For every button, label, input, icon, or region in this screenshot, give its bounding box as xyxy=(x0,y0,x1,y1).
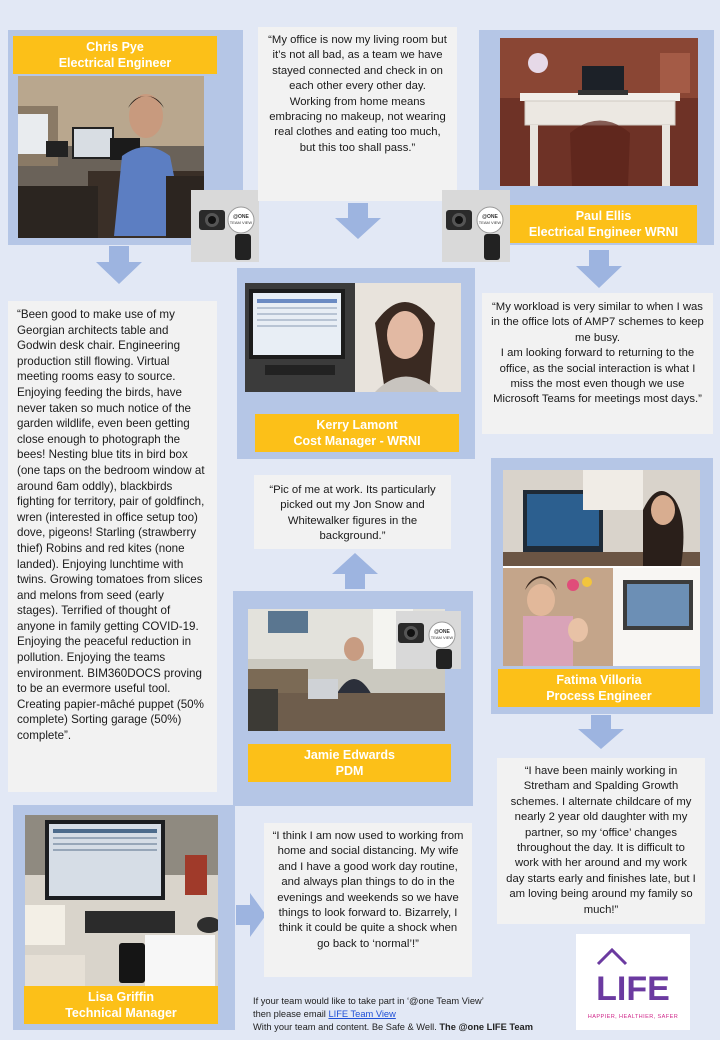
fatima-quote: “I have been mainly working in Stretham and Spalding Growth schemes. I alternate childcare of my nearly 2 year old daughter with my partner, so my ‘office’ changes throughout the day. It is difficult to work with her around and my work day starts early and finishes late, but I am loving being around my family so much!” xyxy=(497,758,705,924)
paul-team-view-stamp xyxy=(442,190,510,262)
stamp-line1: @ONE xyxy=(233,214,249,220)
chris-team-view-stamp xyxy=(191,190,259,262)
lisa-quote: “I think I am now used to working from home and social distancing. My wife and I have a good work day routine, and always plan things to do in the evenings and weekends so we have things to look forward to. Bizarrely, I think it could be quite a shock when go back to ‘normal’!” xyxy=(264,823,472,977)
jamie-name: Jamie Edwards xyxy=(303,748,395,762)
jamie-role: PDM xyxy=(335,764,364,778)
footer-line2-prefix: then please email xyxy=(253,1009,329,1019)
stamp-line2: TEAM VIEW xyxy=(478,220,502,225)
life-logo xyxy=(576,934,690,1030)
jamie-team-view-stamp xyxy=(396,611,461,669)
top-quote: “My office is now my living room but it’s not all bad, as a team we have stayed connected and check in on each other every other day. Working from home means embracing no makeup, not wearing real clothes and eating too much, but this too shall pass.” xyxy=(258,27,457,201)
footer-line3-prefix: With your team and content. Be Safe & Well. xyxy=(253,1022,440,1032)
kerry-name: Kerry Lamont xyxy=(316,418,398,432)
paul-role: Electrical Engineer WRNI xyxy=(528,225,679,239)
chris-quote: “Been good to make use of my Georgian architects table and Godwin desk chair. Engineering production still flowing. Virtual meeting rooms easy to source. Enjoying feeding the birds, have never taken so much notice of the garden wildlife, even been getting close enough to photograph the bees! Nesting blue tits in bird box (one taps on the bedroom window at around 6am oddly), blackbirds fighting for territory, pair of goldfinch, wren (interested in office setup too) dove, pigeons! Starling (strawberry thief) Robins and red kites (none landed). Enjoying lunchtime with twins. Growing tomatoes from slices and melons from seed (early stages). Terrified of thought of anyone in family getting COVID-19. Enjoying the peaceful reduction in pollution. Enjoying the teams environment. BIM360DOCS proving to be an evermore useful tool. Creating papier-mâché puppet (50% complete) Sorting garage (50%) complete”. xyxy=(8,301,217,792)
life-team-view-link[interactable]: LIFE Team View xyxy=(328,1009,396,1019)
paul-namebox xyxy=(510,205,697,243)
chris-photo xyxy=(18,76,204,238)
fatima-name: Fatima Villoria xyxy=(556,673,642,687)
chris-name: Chris Pye xyxy=(86,40,144,54)
kerry-quote: “Pic of me at work. Its particularly picked out my Jon Snow and Whitewalker figures in the background.” xyxy=(254,475,451,549)
chris-namebox xyxy=(13,36,217,74)
paul-quote: “My workload is very similar to when I was in the office lots of AMP7 schemes to keep me busy. I am looking forward to returning to the office, as the social interaction is what I miss the most even though we use Microsoft Teams for meetings most days.” xyxy=(482,293,713,434)
paul-name: Paul Ellis xyxy=(575,209,632,223)
fatima-role: Process Engineer xyxy=(546,689,652,703)
footer-signoff: The @one LIFE Team xyxy=(439,1022,533,1032)
footer-line2 xyxy=(253,1008,573,1021)
lisa-name: Lisa Griffin xyxy=(88,990,154,1004)
fatima-photo xyxy=(503,470,700,666)
kerry-namebox xyxy=(255,414,459,452)
kerry-photo xyxy=(245,283,461,392)
footer xyxy=(253,995,573,1034)
paul-photo xyxy=(500,38,698,186)
footer-line3 xyxy=(253,1021,573,1034)
lisa-namebox xyxy=(24,986,218,1024)
fatima-namebox xyxy=(498,669,700,707)
life-logo-tagline: HAPPIER, HEALTHIER, SAFER xyxy=(587,1014,679,1020)
life-logo-letters: LIFE xyxy=(596,970,670,1008)
chris-role: Electrical Engineer xyxy=(58,56,172,70)
kerry-role: Cost Manager - WRNI xyxy=(293,434,421,448)
stamp-line1: @ONE xyxy=(434,629,450,635)
stamp-line1: @ONE xyxy=(482,214,498,220)
lisa-photo xyxy=(25,815,218,992)
stamp-line2: TEAM VIEW xyxy=(430,635,454,640)
jamie-namebox xyxy=(248,744,451,782)
footer-line1: If your team would like to take part in ‘@one Team View’ xyxy=(253,996,484,1006)
lisa-role: Technical Manager xyxy=(65,1006,177,1020)
stamp-line2: TEAM VIEW xyxy=(229,220,253,225)
